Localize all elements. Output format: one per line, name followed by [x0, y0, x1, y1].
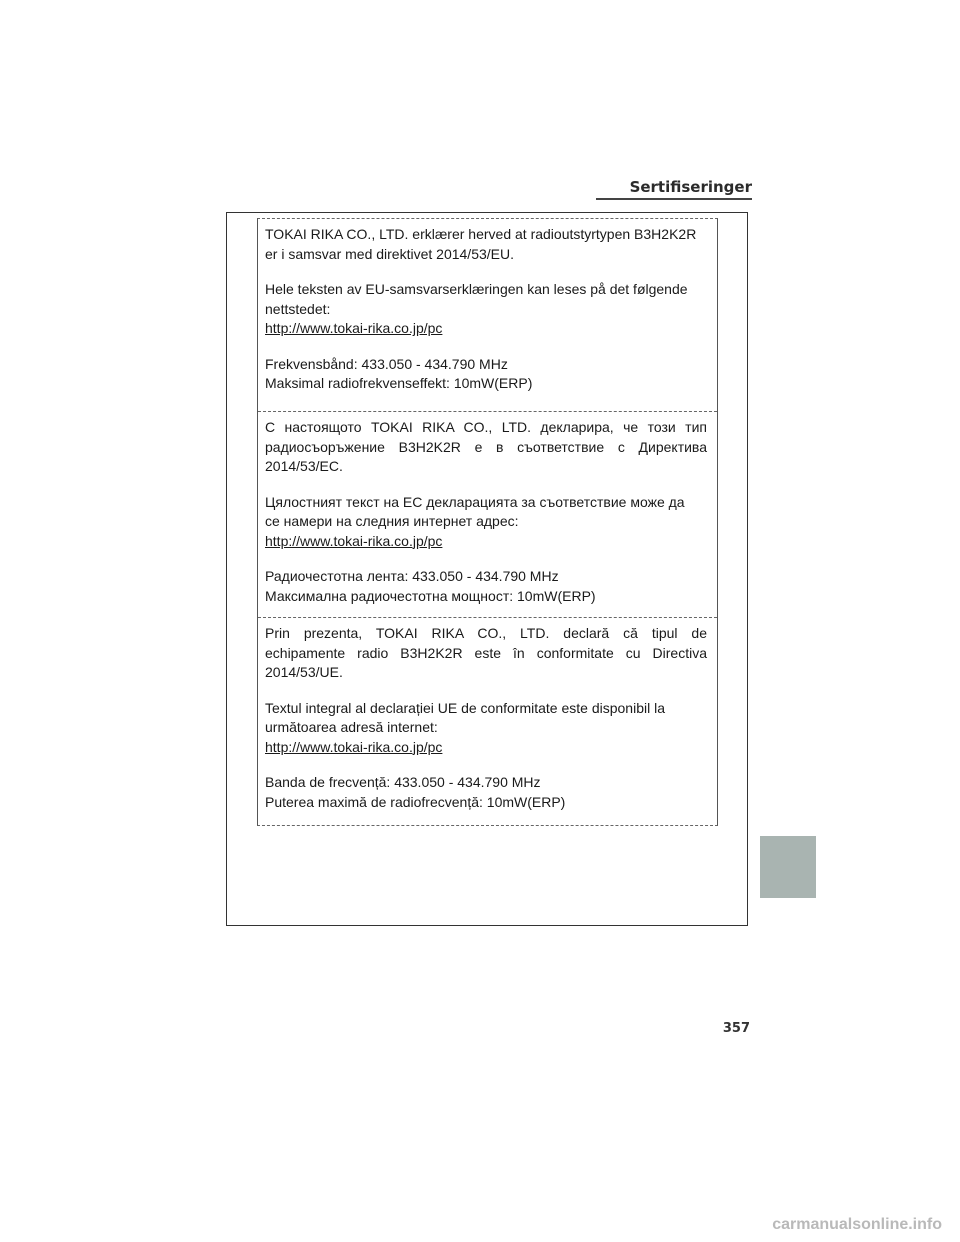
- section-title: Sertifiseringer: [629, 178, 752, 196]
- text-line: TOKAI RIKA CO., LTD. erklærer herved at radioutstyrtypen B3H2K2R: [265, 226, 697, 242]
- text-line: echipamente radio B3H2K2R este în conformitate cu Directiva: [265, 644, 707, 661]
- certification-table: [257, 218, 718, 826]
- watermark-text: carmanualsonline.info: [772, 1216, 942, 1233]
- declaration-link[interactable]: http://www.tokai-rika.co.jp/pc: [265, 320, 443, 336]
- page-number: 357: [722, 1021, 750, 1036]
- text-line: Puterea maximă de radiofrecvență: 10mW(ERP): [265, 793, 566, 810]
- text-line: радиосъоръжение B3H2K2R е в съответствие с Директива: [265, 438, 707, 455]
- text-line: 2014/53/ЕС.: [265, 458, 343, 474]
- cert-section-romanian: [258, 617, 717, 812]
- text-line: С настоящото TOKAI RIKA CO., LTD. декларира, че този тип: [265, 419, 707, 435]
- header-rule: [596, 198, 752, 200]
- text-line: Радиочестотна лента: 433.050 - 434.790 MHz: [265, 568, 559, 584]
- text-line: Цялостният текст на ЕС декларацията за съответствие може да: [265, 493, 685, 510]
- text-line: Prin prezenta, TOKAI RIKA CO., LTD. declară că tipul de: [265, 625, 707, 641]
- declaration-link[interactable]: http://www.tokai-rika.co.jp/pc: [265, 738, 443, 755]
- text-line: Banda de frecvență: 433.050 - 434.790 MHz: [265, 774, 541, 790]
- cert-section-bulgarian: [258, 411, 717, 606]
- text-line: 2014/53/UE.: [265, 664, 343, 680]
- text-line: următoarea adresă internet:: [265, 719, 438, 735]
- text-line: Textul integral al declarației UE de conformitate este disponibil la: [265, 699, 665, 716]
- cert-section-norwegian: [258, 225, 717, 394]
- text-line: Maksimal radiofrekvenseffekt: 10mW(ERP): [265, 375, 533, 391]
- text-line: nettstedet:: [265, 300, 331, 317]
- chapter-tab: [760, 836, 816, 898]
- text-line: Hele teksten av EU-samsvarserklæringen kan leses på det følgende: [265, 281, 688, 297]
- text-line: Максимална радиочестотна мощност: 10mW(ERP): [265, 587, 596, 604]
- text-line: Frekvensbånd: 433.050 - 434.790 MHz: [265, 355, 508, 372]
- declaration-link[interactable]: http://www.tokai-rika.co.jp/pc: [265, 532, 443, 549]
- text-line: се намери на следния интернет адрес:: [265, 513, 519, 529]
- text-line: er i samsvar med direktivet 2014/53/EU.: [265, 245, 514, 262]
